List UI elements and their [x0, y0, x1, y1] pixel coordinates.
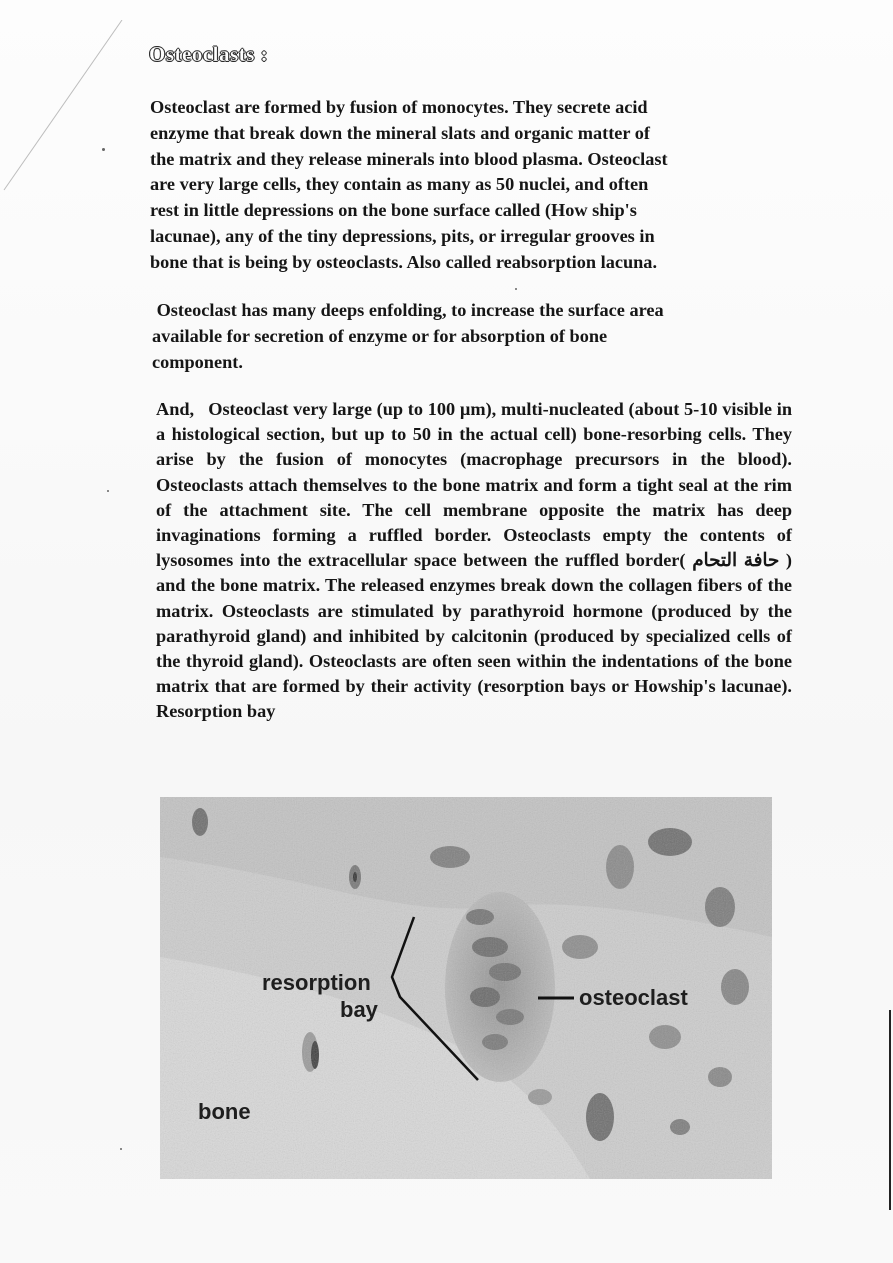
page-title: Osteoclasts : [149, 42, 269, 66]
histology-figure [160, 797, 772, 1179]
figure-label-bay: bay [340, 997, 378, 1022]
text-line: available for secretion of enzyme or for absorption of bone [152, 325, 608, 346]
scan-speck [120, 1148, 122, 1150]
text-line: Osteoclast has many deeps enfolding, to increase the surface area [152, 300, 664, 320]
text-line: component. [152, 351, 243, 372]
scan-speck [107, 490, 109, 492]
paragraph-osteoclast-details: And, Osteoclast very large (up to 100 µm), multi-nucleated (about 5-10 visible in a histological section, but up to 50 in the actual cell) bone-resorbing cells. They arise by the fusion of monocytes (macrophage precursors in the blood). Osteoclasts attach themselves to the bone matrix and form a tight seal at the rim of the attachment site. The cell membrane opposite the matrix has deep invaginations forming a ruffled border. Osteoclasts empty the contents of lysosomes into the extracellular space between the ruffled border( حافة التحام ) and the bone matrix. The released enzymes break down the collagen fibers of the matrix. Osteoclasts are stimulated by parathyroid hormone (produced by the parathyroid gland) and inhibited by calcitonin (produced by specialized cells of the thyroid gland). Osteoclasts are often seen within the indentations of the bone matrix that are formed by their activity (resorption bays or Howship's lacunae). Resorption bay [156, 399, 802, 722]
scan-speck [515, 288, 517, 290]
paragraph-osteoclast-formation [150, 95, 800, 276]
figure-label-osteoclast: osteoclast [579, 985, 688, 1010]
text-line: Osteoclast are formed by fusion of monocytes. They secrete acid [150, 97, 648, 117]
text-line: rest in little depressions on the bone surface called (How ship's [150, 200, 637, 221]
figure-label-bone: bone [198, 1099, 251, 1124]
text-line: bone that is being by osteoclasts. Also called reabsorption lacuna. [150, 251, 658, 272]
paragraph-enfolding [152, 298, 802, 375]
text-line: lacunae), any of the tiny depressions, pits, or irregular grooves in [150, 225, 655, 246]
text-line: the matrix and they release minerals into blood plasma. Osteoclast [150, 148, 668, 169]
scan-artifact-line [0, 20, 130, 200]
scan-speck [102, 148, 105, 151]
text-line: enzyme that break down the mineral slats and organic matter of [150, 122, 650, 143]
scan-edge [889, 1010, 891, 1210]
text-line: are very large cells, they contain as many as 50 nuclei, and often [150, 174, 649, 195]
figure-label-resorption: resorption [262, 970, 371, 995]
